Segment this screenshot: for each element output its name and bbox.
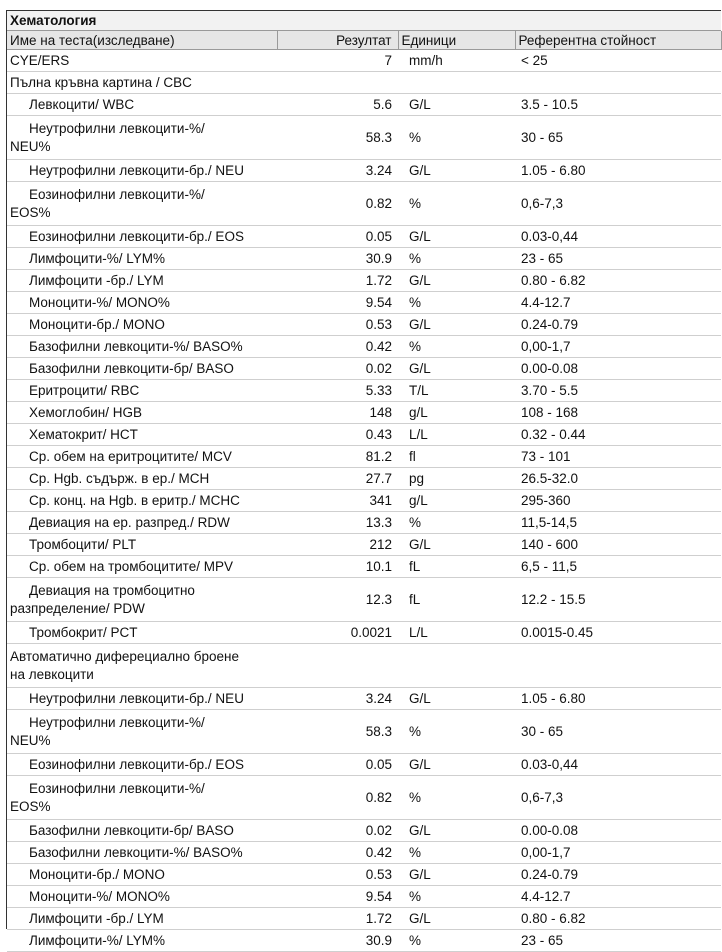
reference-value: 0.00-0.08 — [515, 820, 721, 842]
header-units: Единици — [398, 31, 515, 50]
unit-value: G/L — [398, 94, 515, 116]
unit-value: g/L — [398, 490, 515, 512]
table-row — [7, 534, 721, 556]
table-row — [7, 446, 721, 468]
reference-value: < 25 — [515, 50, 721, 72]
test-name-line: EOS% — [10, 798, 51, 814]
test-name: Неутрофилни левкоцити-бр./ NEU — [7, 688, 277, 710]
test-name: Моноцити-%/ MONO% — [7, 292, 277, 314]
unit-value: G/L — [398, 688, 515, 710]
table-row — [7, 622, 721, 644]
result-value: 1.72 — [277, 270, 398, 292]
table-row — [7, 270, 721, 292]
test-name: Базофилни левкоцити-бр/ BASO — [7, 358, 277, 380]
test-name — [7, 710, 277, 754]
table-header-row — [7, 31, 721, 50]
test-name: Левкоцити/ WBC — [7, 94, 277, 116]
result-value: 7 — [277, 50, 398, 72]
result-value: 0.53 — [277, 314, 398, 336]
result-value: 0.43 — [277, 424, 398, 446]
unit-value: % — [398, 512, 515, 534]
reference-value: 0.24-0.79 — [515, 864, 721, 886]
test-name-line: Неутрофилни левкоцити-%/ — [29, 714, 205, 730]
table-row — [7, 688, 721, 710]
result-value: 0.05 — [277, 754, 398, 776]
result-value: 27.7 — [277, 468, 398, 490]
table-body — [7, 50, 721, 952]
reference-value: 0.0015-0.45 — [515, 622, 721, 644]
reference-value: 4.4-12.7 — [515, 292, 721, 314]
reference-value: 0.32 - 0.44 — [515, 424, 721, 446]
result-value: 3.24 — [277, 160, 398, 182]
test-name-line: EOS% — [10, 204, 51, 220]
unit-value: G/L — [398, 314, 515, 336]
result-value: 5.6 — [277, 94, 398, 116]
table-row — [7, 754, 721, 776]
unit-value: G/L — [398, 864, 515, 886]
group-label-line: Автоматично диферециално броене — [10, 648, 240, 664]
table-row — [7, 50, 721, 72]
result-value: 30.9 — [277, 248, 398, 270]
table-row — [7, 248, 721, 270]
unit-value: G/L — [398, 534, 515, 556]
unit-value: G/L — [398, 908, 515, 930]
test-name: Еозинофилни левкоцити-бр./ EOS — [7, 226, 277, 248]
reference-value: 295-360 — [515, 490, 721, 512]
result-value: 58.3 — [277, 710, 398, 754]
table-group-row — [7, 72, 721, 94]
unit-value: L/L — [398, 424, 515, 446]
reference-value: 30 - 65 — [515, 116, 721, 160]
table-row — [7, 292, 721, 314]
test-name: Ср. обем на еритроцитите/ MCV — [7, 446, 277, 468]
reference-value: 0.80 - 6.82 — [515, 908, 721, 930]
result-value: 12.3 — [277, 578, 398, 622]
reference-value: 0.24-0.79 — [515, 314, 721, 336]
table-row — [7, 468, 721, 490]
test-name-line: Неутрофилни левкоцити-%/ — [29, 120, 205, 136]
reference-value: 0.03-0,44 — [515, 226, 721, 248]
reference-value: 140 - 600 — [515, 534, 721, 556]
table-row — [7, 776, 721, 820]
reference-value: 0,6-7,3 — [515, 776, 721, 820]
empty-cell — [398, 72, 515, 94]
test-name-line: Девиация на тромбоцитно — [29, 582, 195, 598]
reference-value: 3.70 - 5.5 — [515, 380, 721, 402]
test-name: Лимфоцити-%/ LYM% — [7, 248, 277, 270]
result-value: 81.2 — [277, 446, 398, 468]
test-name-line: NEU% — [10, 138, 51, 154]
reference-value: 30 - 65 — [515, 710, 721, 754]
test-name: Неутрофилни левкоцити-бр./ NEU — [7, 160, 277, 182]
unit-value: % — [398, 710, 515, 754]
reference-value: 1.05 - 6.80 — [515, 688, 721, 710]
test-name: Тромбокрит/ PCT — [7, 622, 277, 644]
test-name: CYE/ERS — [7, 50, 277, 72]
group-label-line: на левкоцити — [10, 666, 94, 682]
result-value: 0.82 — [277, 182, 398, 226]
table-row — [7, 512, 721, 534]
unit-value: g/L — [398, 402, 515, 424]
table-row — [7, 864, 721, 886]
test-name: Базофилни левкоцити-%/ BASO% — [7, 336, 277, 358]
result-value: 0.02 — [277, 358, 398, 380]
result-value: 0.0021 — [277, 622, 398, 644]
group-label: Пълна кръвна картина / CBC — [7, 72, 277, 94]
result-value: 30.9 — [277, 930, 398, 952]
result-value: 341 — [277, 490, 398, 512]
test-name: Еозинофилни левкоцити-бр./ EOS — [7, 754, 277, 776]
test-name: Моноцити-бр./ MONO — [7, 314, 277, 336]
test-name — [7, 116, 277, 160]
reference-value: 0.00-0.08 — [515, 358, 721, 380]
table-row — [7, 182, 721, 226]
unit-value: % — [398, 336, 515, 358]
header-reference: Референтна стойност — [515, 31, 721, 50]
result-value: 0.42 — [277, 336, 398, 358]
unit-value: % — [398, 930, 515, 952]
table-row — [7, 886, 721, 908]
table-row — [7, 556, 721, 578]
result-value: 9.54 — [277, 886, 398, 908]
section-title: Хематология — [7, 11, 721, 31]
unit-value: % — [398, 116, 515, 160]
table-row — [7, 160, 721, 182]
result-value: 0.53 — [277, 864, 398, 886]
unit-value: % — [398, 842, 515, 864]
result-value: 9.54 — [277, 292, 398, 314]
result-value: 0.82 — [277, 776, 398, 820]
unit-value: fL — [398, 556, 515, 578]
unit-value: % — [398, 182, 515, 226]
test-name-line: NEU% — [10, 732, 51, 748]
table-row — [7, 380, 721, 402]
result-value: 58.3 — [277, 116, 398, 160]
group-label — [7, 644, 277, 688]
test-name: Базофилни левкоцити-%/ BASO% — [7, 842, 277, 864]
reference-value: 73 - 101 — [515, 446, 721, 468]
unit-value: G/L — [398, 358, 515, 380]
result-value: 13.3 — [277, 512, 398, 534]
reference-value: 0.80 - 6.82 — [515, 270, 721, 292]
empty-cell — [277, 644, 398, 688]
unit-value: % — [398, 248, 515, 270]
reference-value: 108 - 168 — [515, 402, 721, 424]
unit-value: G/L — [398, 754, 515, 776]
header-result: Резултат — [277, 31, 398, 50]
result-value: 3.24 — [277, 688, 398, 710]
test-name: Хемоглобин/ HGB — [7, 402, 277, 424]
table-row — [7, 358, 721, 380]
test-name-line: разпределение/ PDW — [10, 600, 145, 616]
table-row — [7, 402, 721, 424]
reference-value: 11,5-14,5 — [515, 512, 721, 534]
empty-cell — [515, 72, 721, 94]
empty-cell — [398, 644, 515, 688]
reference-value: 23 - 65 — [515, 248, 721, 270]
result-value: 212 — [277, 534, 398, 556]
table-row — [7, 314, 721, 336]
test-name: Хематокрит/ HCT — [7, 424, 277, 446]
result-value: 0.42 — [277, 842, 398, 864]
result-value: 1.72 — [277, 908, 398, 930]
table-row — [7, 490, 721, 512]
results-table — [7, 31, 722, 952]
reference-value: 3.5 - 10.5 — [515, 94, 721, 116]
result-value: 0.02 — [277, 820, 398, 842]
table-row — [7, 710, 721, 754]
unit-value: G/L — [398, 270, 515, 292]
report-frame — [6, 10, 721, 948]
test-name: Ср. Hgb. съдърж. в ер./ MCH — [7, 468, 277, 490]
test-name: Еритроцити/ RBC — [7, 380, 277, 402]
result-value: 10.1 — [277, 556, 398, 578]
test-name: Моноцити-бр./ MONO — [7, 864, 277, 886]
empty-cell — [515, 644, 721, 688]
reference-value: 6,5 - 11,5 — [515, 556, 721, 578]
test-name — [7, 182, 277, 226]
unit-value: T/L — [398, 380, 515, 402]
table-row — [7, 226, 721, 248]
test-name: Тромбоцити/ PLT — [7, 534, 277, 556]
table-row — [7, 336, 721, 358]
reference-value: 4.4-12.7 — [515, 886, 721, 908]
unit-value: % — [398, 292, 515, 314]
test-name: Лимфоцити-%/ LYM% — [7, 930, 277, 952]
result-value: 0.05 — [277, 226, 398, 248]
table-row — [7, 930, 721, 952]
reference-value: 0.03-0,44 — [515, 754, 721, 776]
test-name: Базофилни левкоцити-бр/ BASO — [7, 820, 277, 842]
table-row — [7, 820, 721, 842]
test-name: Ср. обем на тромбоцитите/ MPV — [7, 556, 277, 578]
table-row — [7, 424, 721, 446]
table-row — [7, 578, 721, 622]
result-value: 148 — [277, 402, 398, 424]
test-name: Девиация на ер. разпред./ RDW — [7, 512, 277, 534]
header-test-name: Име на теста(изследване) — [7, 31, 277, 50]
reference-value: 0,00-1,7 — [515, 336, 721, 358]
reference-value: 26.5-32.0 — [515, 468, 721, 490]
unit-value: mm/h — [398, 50, 515, 72]
reference-value: 23 - 65 — [515, 930, 721, 952]
test-name — [7, 776, 277, 820]
unit-value: L/L — [398, 622, 515, 644]
result-value: 5.33 — [277, 380, 398, 402]
unit-value: % — [398, 776, 515, 820]
unit-value: G/L — [398, 820, 515, 842]
reference-value: 0,00-1,7 — [515, 842, 721, 864]
unit-value: pg — [398, 468, 515, 490]
test-name-line: Еозинофилни левкоцити-%/ — [29, 780, 205, 796]
test-name: Моноцити-%/ MONO% — [7, 886, 277, 908]
unit-value: G/L — [398, 226, 515, 248]
test-name: Ср. конц. на Hgb. в еритр./ MCHC — [7, 490, 277, 512]
table-group-row — [7, 644, 721, 688]
reference-value: 12.2 - 15.5 — [515, 578, 721, 622]
test-name: Лимфоцити -бр./ LYM — [7, 270, 277, 292]
unit-value: fL — [398, 578, 515, 622]
unit-value: G/L — [398, 160, 515, 182]
reference-value: 1.05 - 6.80 — [515, 160, 721, 182]
test-name: Лимфоцити -бр./ LYM — [7, 908, 277, 930]
unit-value: % — [398, 886, 515, 908]
table-row — [7, 842, 721, 864]
reference-value: 0,6-7,3 — [515, 182, 721, 226]
test-name — [7, 578, 277, 622]
unit-value: fl — [398, 446, 515, 468]
test-name-line: Еозинофилни левкоцити-%/ — [29, 186, 205, 202]
table-row — [7, 94, 721, 116]
table-row — [7, 116, 721, 160]
empty-cell — [277, 72, 398, 94]
table-row — [7, 908, 721, 930]
